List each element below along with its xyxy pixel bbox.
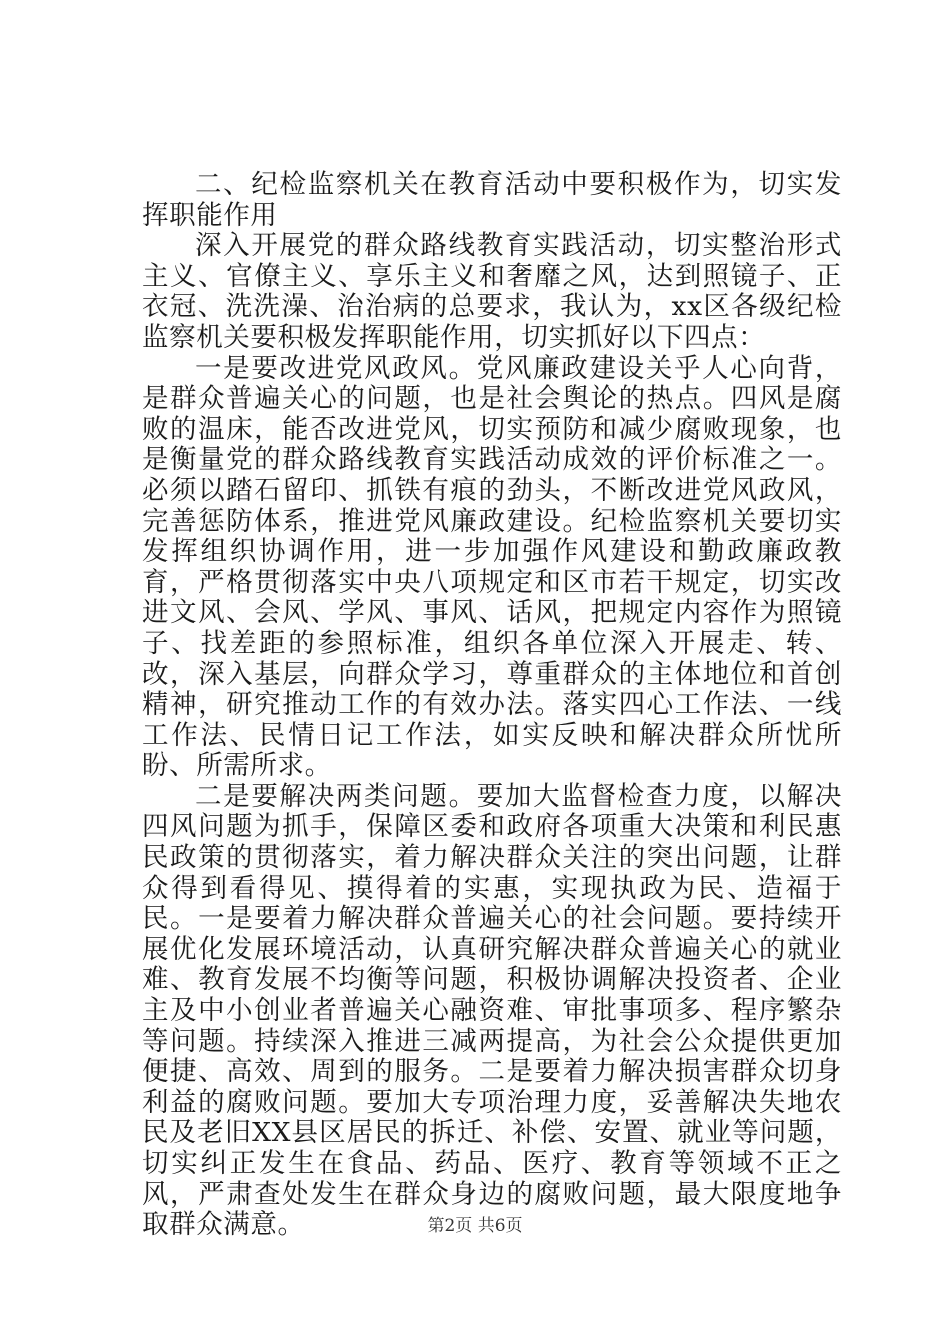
body-paragraph: 二是要解决两类问题。要加大监督检查力度，以解决四风问题为抓手，保障区委和政府各项重大决策和利民惠民政策的贯彻落实，着力解决群众关注的突出问题，让群众得到看得见、摸得着的实惠，实现执政为民、造福于民。一是要着力解决群众普遍关心的社会问题。要持续开展优化发展环境活动，认真研究解决群众普遍关心的就业难、教育发展不均衡等问题，积极协调解决投资者、企业主及中小创业者普遍关心融资难、审批事项多、程序繁杂等问题。持续深入推进三减两提高，为社会公众提供更加便捷、高效、周到的服务。二是要着力解决损害群众切身利益的腐败问题。要加大专项治理力度，妥善解决失地农民及老旧XX县区居民的拆迁、补偿、安置、就业等问题，切实纠正发生在食品、药品、医疗、教育等领域不正之风，严肃查处发生在群众身边的腐败问题，最大限度地争取群众满意。 xyxy=(142,780,842,1241)
page-footer: 第2页 共6页 xyxy=(427,1216,523,1236)
body-paragraph: 一是要改进党风政风。党风廉政建设关乎人心向背，是群众普遍关心的问题，也是社会舆论的热点。四风是腐败的温床，能否改进党风，切实预防和减少腐败现象，也是衡量党的群众路线教育实践活动成效的评价标准之一。必须以踏石留印、抓铁有痕的劲头，不断改进党风政风，完善惩防体系，推进党风廉政建设。纪检监察机关要切实发挥组织协调作用，进一步加强作风建设和勤政廉政教育，严格贯彻落实中央八项规定和区市若干规定，切实改进文风、会风、学风、事风、话风，把规定内容作为照镜子、找差距的参照标准，组织各单位深入开展走、转、改，深入基层，向群众学习，尊重群众的主体地位和首创精神，研究推动工作的有效办法。落实四心工作法、一线工作法、民情日记工作法，如实反映和解决群众所忧所盼、所需所求。 xyxy=(142,352,842,782)
document-body xyxy=(142,170,842,1241)
body-paragraph: 深入开展党的群众路线教育实践活动，切实整治形式主义、官僚主义、享乐主义和奢靡之风，达到照镜子、正衣冠、洗洗澡、治治病的总要求，我认为，xx区各级纪检监察机关要积极发挥职能作用，切实抓好以下四点： xyxy=(142,230,842,353)
section-heading: 二、纪检监察机关在教育活动中要积极作为，切实发挥职能作用 xyxy=(142,169,842,231)
